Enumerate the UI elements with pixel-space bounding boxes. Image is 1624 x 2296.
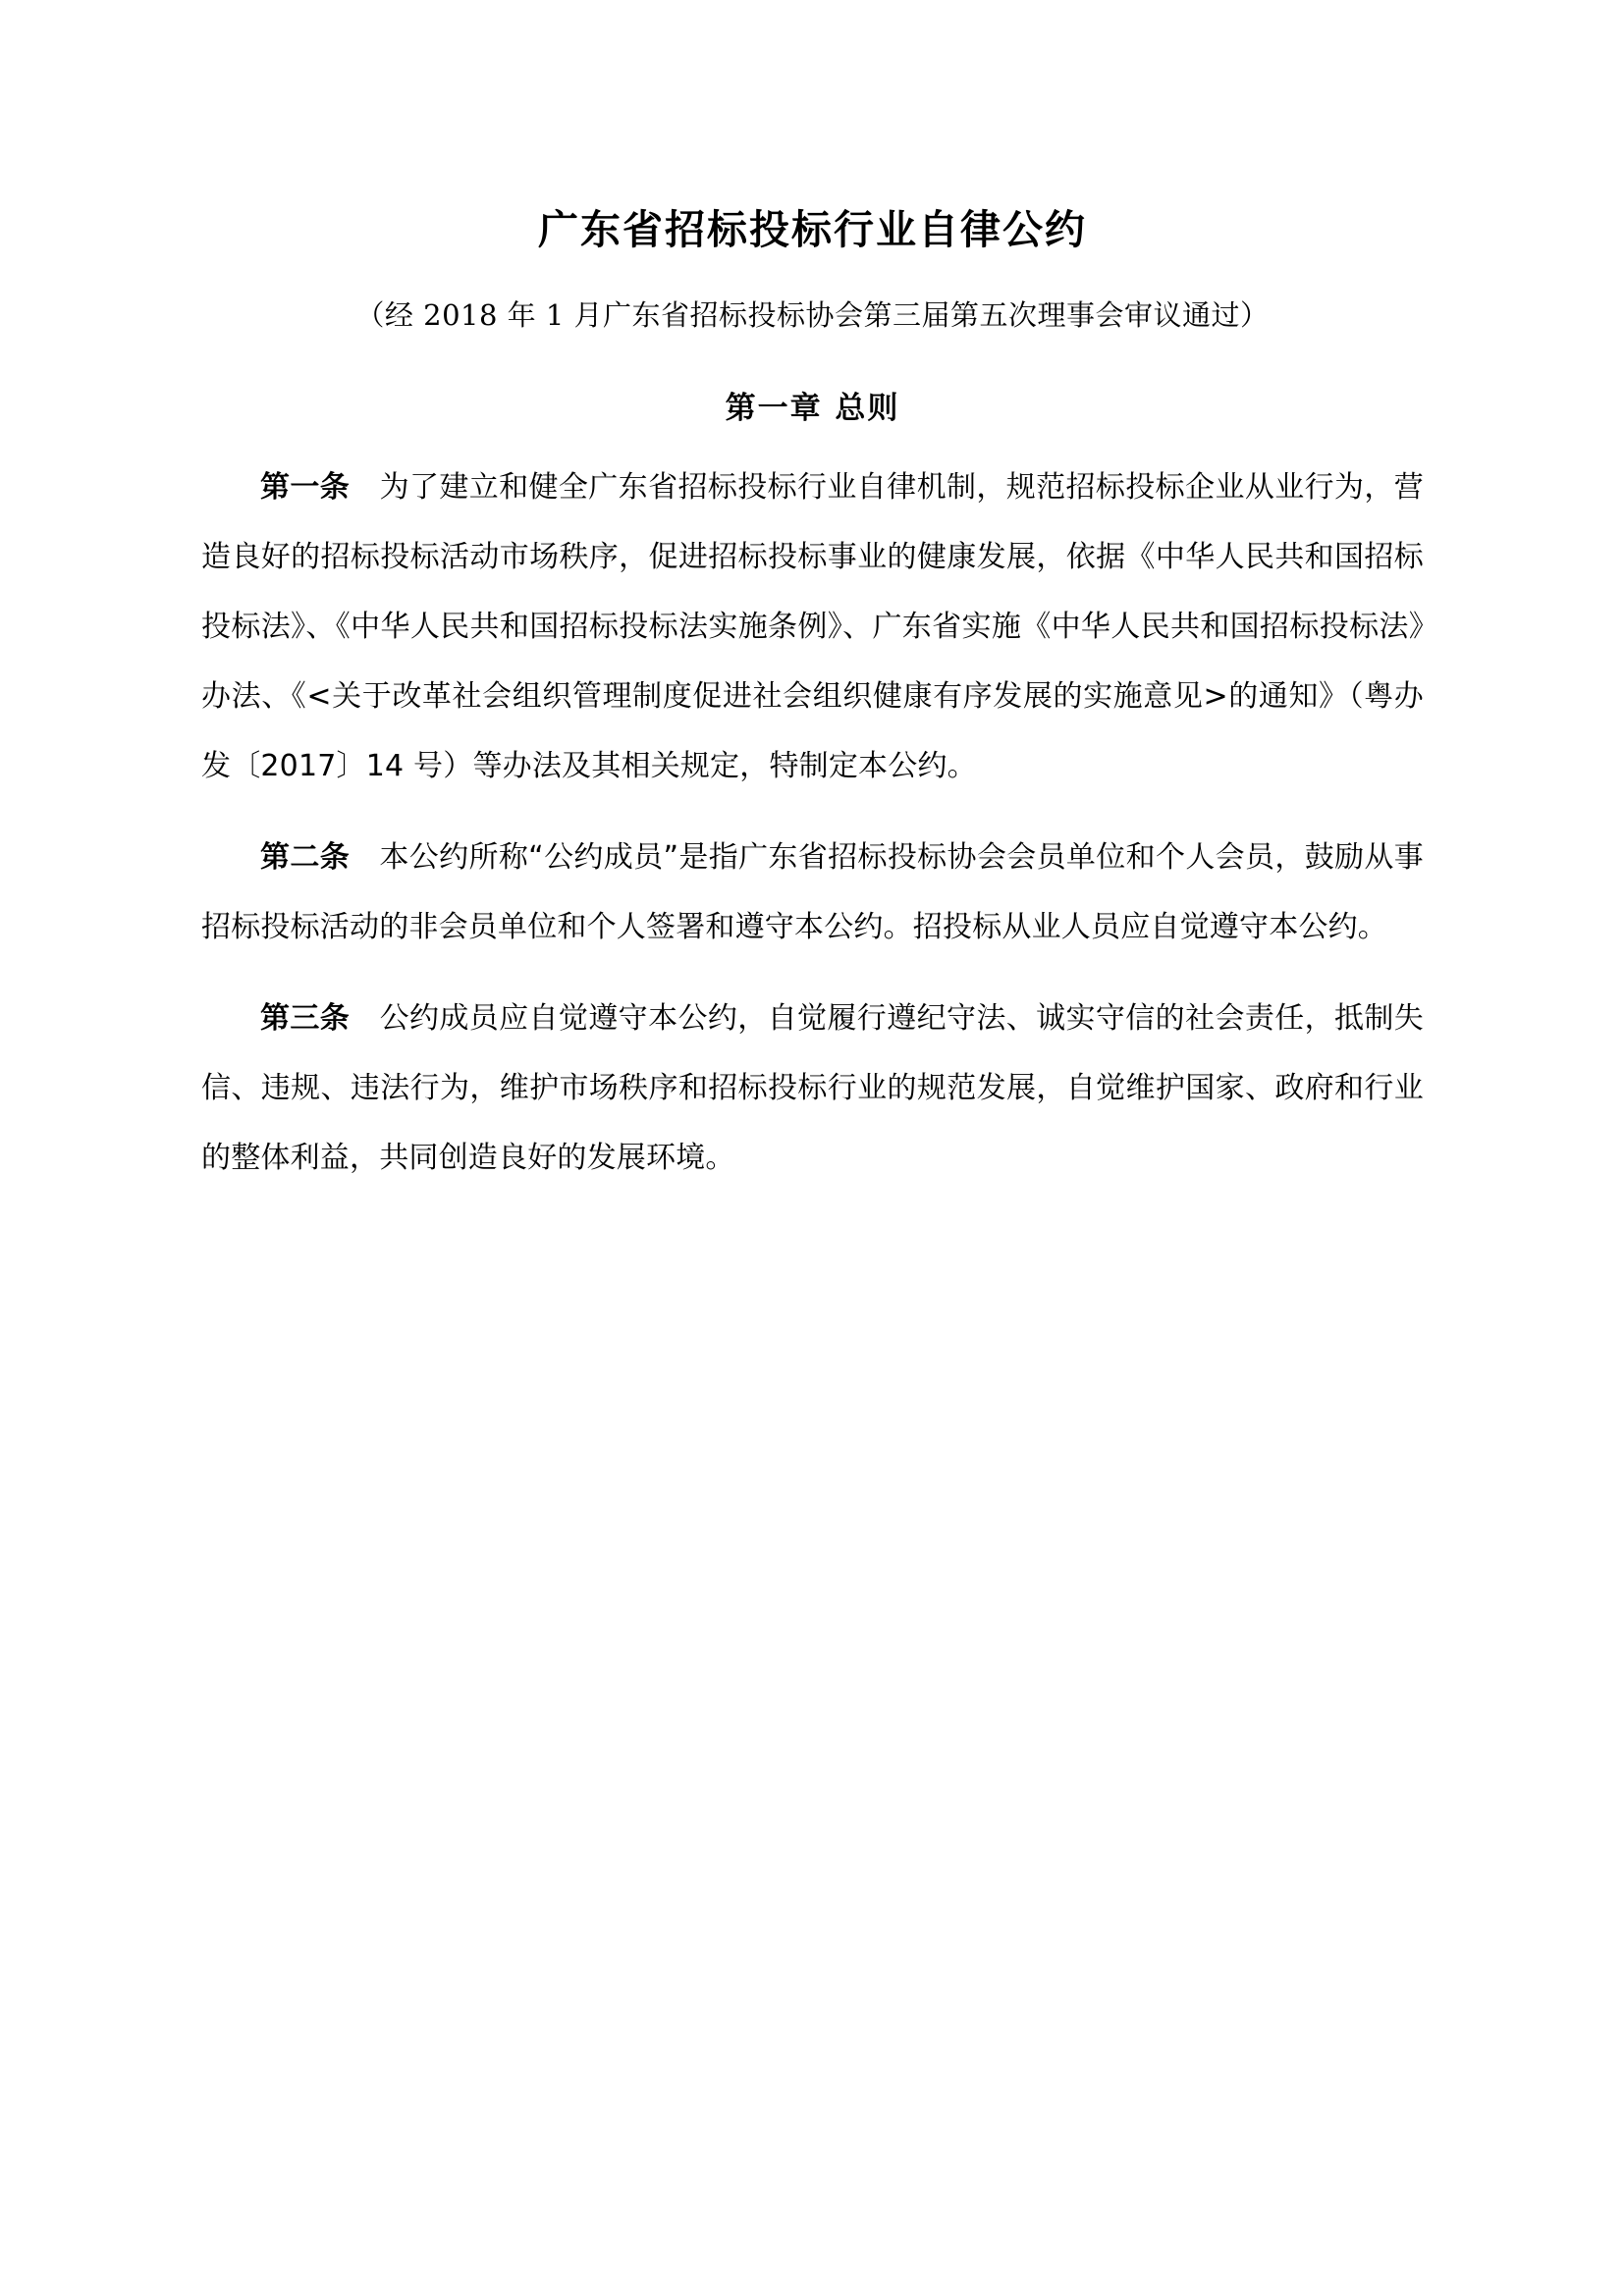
- article-text: 为了建立和健全广东省招标投标行业自律机制，规范招标投标企业从业行为，营造良好的招标投标活动市场秩序，促进招标投标事业的健康发展，依据《中华人民共和国招标投标法》、《中华人民共和国招标投标法实施条例》、广东省实施《中华人民共和国招标投标法》办法、《<关于改革社会组织管理制度促进社会组织健康有序发展的实施意见>的通知》（粤办发〔2017〕14 号）等办法及其相关规定，特制定本公约。: [201, 469, 1424, 783]
- article-label: 第二条: [260, 839, 380, 875]
- article-paragraph: [201, 962, 1424, 1193]
- chapter-heading: 第一章 总则: [725, 390, 900, 426]
- article-label: 第一条: [260, 469, 380, 505]
- document-subtitle: （经 2018 年 1 月广东省招标投标协会第三届第五次理事会审议通过）: [355, 298, 1270, 333]
- document-content: [201, 0, 1424, 1193]
- article-text: 本公约所称“公约成员”是指广东省招标投标协会会员单位和个人会员，鼓励从事招标投标活动的非会员单位和个人签署和遵守本公约。招投标从业人员应自觉遵守本公约。: [201, 839, 1424, 944]
- article-label: 第三条: [260, 1000, 380, 1036]
- article-paragraph: [201, 427, 1424, 801]
- article-text: 公约成员应自觉遵守本公约，自觉履行遵纪守法、诚实守信的社会责任，抵制失信、违规、违法行为，维护市场秩序和招标投标行业的规范发展，自觉维护国家、政府和行业的整体利益，共同创造良好的发展环境。: [201, 1000, 1424, 1175]
- article-paragraph: [201, 801, 1424, 962]
- page-title: 广东省招标投标行业自律公约: [538, 206, 1087, 253]
